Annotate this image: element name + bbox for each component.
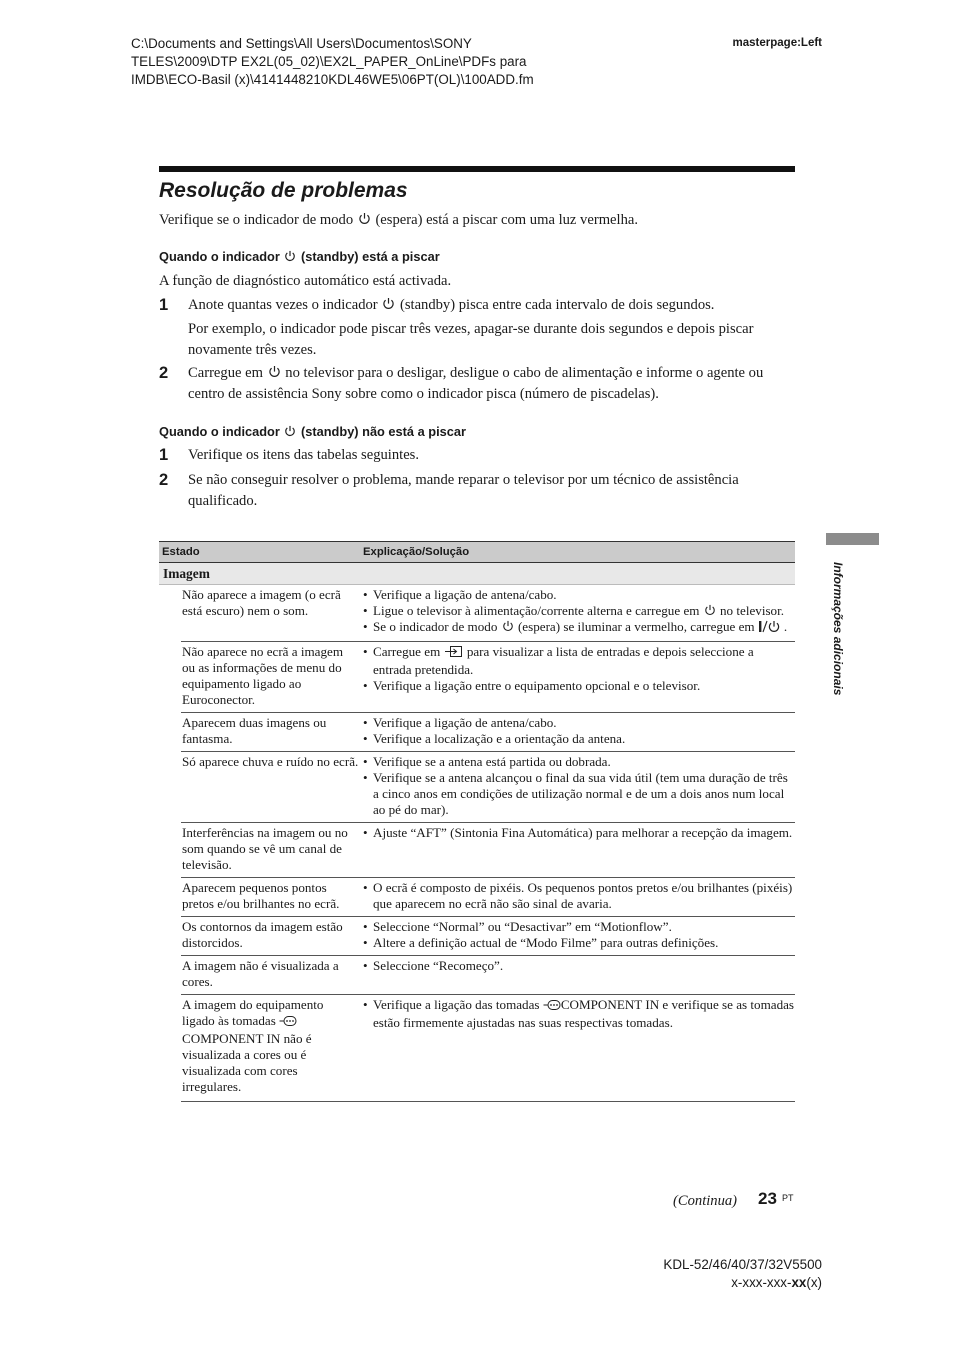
list-item: • Seleccione “Recomeço”.: [363, 958, 795, 974]
solucao-cell: [363, 713, 795, 751]
table-row: [181, 713, 795, 752]
estado-cell: Aparecem duas imagens ou fantasma.: [182, 715, 327, 746]
step-text: Se não conseguir resolver o problema, mande reparar o televisor por um técnico de assistência qualificado.: [188, 472, 739, 509]
page-language-suffix: PT: [782, 1193, 794, 1203]
solucao-cell: [363, 878, 795, 916]
section-heading-not-blinking: [159, 423, 466, 441]
list-item-text: Ligue o televisor à alimentação/corrente alterna e carregue em: [373, 603, 700, 618]
table-row: [181, 878, 795, 917]
list-item-text: Carregue em: [373, 644, 441, 659]
step-text: Verifique os itens das tabelas seguintes.: [188, 447, 420, 463]
file-path-line: IMDB\ECO-Basil (x)\4141448210KDL46WE5\06PT(OL)\100ADD.fm: [131, 72, 534, 87]
list-item: • O ecrã é composto de pixéis. Os pequenos pontos pretos e/ou brilhantes (pixéis) que aparecem no ecrã não são sinal de avaria.: [363, 880, 795, 912]
estado-cell: Os contornos da imagem estão distorcidos.: [182, 919, 343, 950]
page-number: 23: [758, 1189, 777, 1208]
list-item: • Verifique a localização e a orientação da antena.: [363, 731, 795, 747]
code-part: (x): [806, 1275, 822, 1290]
estado-cell: Só aparece chuva e ruído no ecrã.: [182, 754, 359, 769]
list-item-text: para visualizar a lista de entradas e depois seleccione a entrada pretendida.: [373, 644, 754, 677]
step-text: [188, 295, 796, 316]
component-in-icon: [543, 999, 561, 1015]
table-row: [181, 917, 795, 956]
heading-text: Quando o indicador: [159, 424, 280, 439]
list-item: • Seleccione “Normal” ou “Desactivar” em “Motionflow”.: [363, 919, 795, 935]
continued-note: (Continua): [673, 1193, 738, 1209]
estado-text: A imagem do equipamento ligado às tomadas: [182, 997, 324, 1028]
estado-text: COMPONENT IN não é visualizada a cores ou é visualizada com cores irregulares.: [182, 1031, 312, 1094]
power-icon: [502, 620, 514, 632]
step-text-part: Carregue em: [188, 365, 263, 381]
diagnostic-lead: A função de diagnóstico automático está activada.: [159, 273, 452, 289]
file-path-line: C:\Documents and Settings\All Users\Documentos\SONY: [131, 36, 472, 51]
list-item: • Altere a definição actual de “Modo Filme” para outras definições.: [363, 935, 795, 951]
list-item-text: COMPONENT IN e verifique se as tomadas estão firmemente ajustadas nas suas respectivas tomadas.: [373, 997, 795, 1030]
list-item-text: (espera) se iluminar a vermelho, carregue em: [517, 619, 755, 634]
heading-text: (standby) está a piscar: [300, 249, 440, 264]
side-tab-text: Informações adicionais: [831, 562, 845, 696]
list-item: [363, 644, 795, 678]
list-item: [363, 997, 795, 1031]
intro-text-after: (espera) está a piscar com uma luz vermelha.: [375, 212, 638, 228]
list-item: [363, 619, 795, 637]
solucao-cell: [363, 823, 795, 877]
power-icon: [382, 297, 395, 310]
model-footer: [663, 1256, 822, 1292]
step-text: [188, 363, 796, 405]
power-icon: [704, 604, 716, 616]
estado-cell: Interferências na imagem ou no som quando se vê um canal de televisão.: [182, 825, 348, 872]
heading-text: Quando o indicador: [159, 249, 280, 264]
solucao-cell: [363, 752, 795, 822]
list-item-text: .: [783, 619, 788, 634]
page-title: Resolução de problemas: [159, 179, 408, 202]
step-number: 1: [159, 296, 169, 314]
list-item: • Ajuste “AFT” (Sintonia Fina Automática) para melhorar a recepção da imagem.: [363, 825, 795, 841]
power-icon: [358, 212, 371, 225]
list-item-text: Se o indicador de modo: [373, 619, 498, 634]
list-item: • Verifique se a antena está partida ou dobrada.: [363, 754, 795, 770]
table-row: [181, 823, 795, 878]
input-select-icon: [444, 645, 464, 662]
step-text-part: Anote quantas vezes o indicador: [188, 297, 378, 313]
table-header: [159, 541, 795, 563]
masterpage-label: masterpage:Left: [732, 37, 822, 49]
step-number: 2: [159, 471, 169, 489]
solucao-cell: [363, 585, 795, 641]
heading-text: (standby) não está a piscar: [300, 424, 466, 439]
intro-text-before: Verifique se o indicador de modo: [159, 212, 354, 228]
column-header-solucao: Explicação/Solução: [363, 546, 470, 558]
code-part: xx: [791, 1275, 807, 1290]
list-item-text: no televisor.: [720, 603, 785, 618]
step-text-part: no televisor para o desligar, desligue o cabo de alimentação e informe o agente ou centro de assistência Sony sobre como o indicador pisca (número de piscadelas).: [188, 365, 764, 402]
estado-cell: [181, 995, 363, 1099]
power-standby-icon: [758, 620, 784, 637]
side-tab-label: [831, 562, 860, 722]
table-row: [181, 752, 795, 823]
list-item: • Verifique a ligação de antena/cabo.: [363, 715, 795, 731]
solucao-cell: [363, 917, 795, 955]
list-item: • Verifique a ligação entre o equipamento opcional e o televisor.: [363, 678, 795, 694]
code-part: x-xxx-xxx-: [731, 1275, 792, 1290]
power-icon: [284, 250, 296, 262]
model-number: KDL-52/46/40/37/32V5500: [663, 1257, 822, 1272]
table-row: [181, 585, 795, 642]
table-section-imagem: Imagem: [159, 563, 795, 585]
column-header-estado: Estado: [162, 546, 200, 558]
solucao-cell: [363, 995, 795, 1099]
table-row: [181, 642, 795, 713]
file-path-line: TELES\2009\DTP EX2L(05_02)\EX2L_PAPER_OnLine\PDFs para: [131, 54, 527, 69]
list-item: • Verifique se a antena alcançou o final da sua vida útil (tem uma duração de três a cinco anos em condições de utilização normal e de um a dois anos num local ao pé do mar).: [363, 770, 795, 818]
list-item: [363, 603, 795, 619]
power-icon: [284, 425, 296, 437]
estado-cell: Aparecem pequenos pontos pretos e/ou brilhantes no ecrã.: [182, 880, 340, 911]
estado-cell: Não aparece no ecrã a imagem ou as informações de menu do equipamento ligado ao Euroconector.: [182, 644, 344, 707]
side-tab-marker: [826, 533, 879, 545]
estado-cell: A imagem não é visualizada a cores.: [182, 958, 339, 989]
troubleshooting-table: [159, 541, 795, 1102]
list-item: • Verifique a ligação de antena/cabo.: [363, 587, 795, 603]
step-number: 2: [159, 364, 169, 382]
solucao-cell: [363, 642, 795, 712]
document-code: [663, 1274, 822, 1292]
table-row: [181, 995, 795, 1102]
step-text-part: (standby) pisca entre cada intervalo de dois segundos.: [399, 297, 715, 313]
title-rule: [159, 166, 795, 172]
list-item-text: Verifique a ligação das tomadas: [373, 997, 540, 1012]
power-icon: [268, 365, 281, 378]
intro-text: [159, 210, 638, 230]
table-row: [181, 956, 795, 995]
solucao-cell: [363, 956, 795, 994]
step-example: Por exemplo, o indicador pode piscar três vezes, apagar-se durante dois segundos e depois piscar novamente três vezes.: [188, 321, 754, 358]
component-in-icon: [279, 1015, 297, 1031]
step-number: 1: [159, 446, 169, 464]
estado-cell: Não aparece a imagem (o ecrã está escuro) nem o som.: [182, 587, 341, 618]
section-heading-blinking: [159, 248, 440, 266]
file-path-header: [131, 35, 611, 89]
